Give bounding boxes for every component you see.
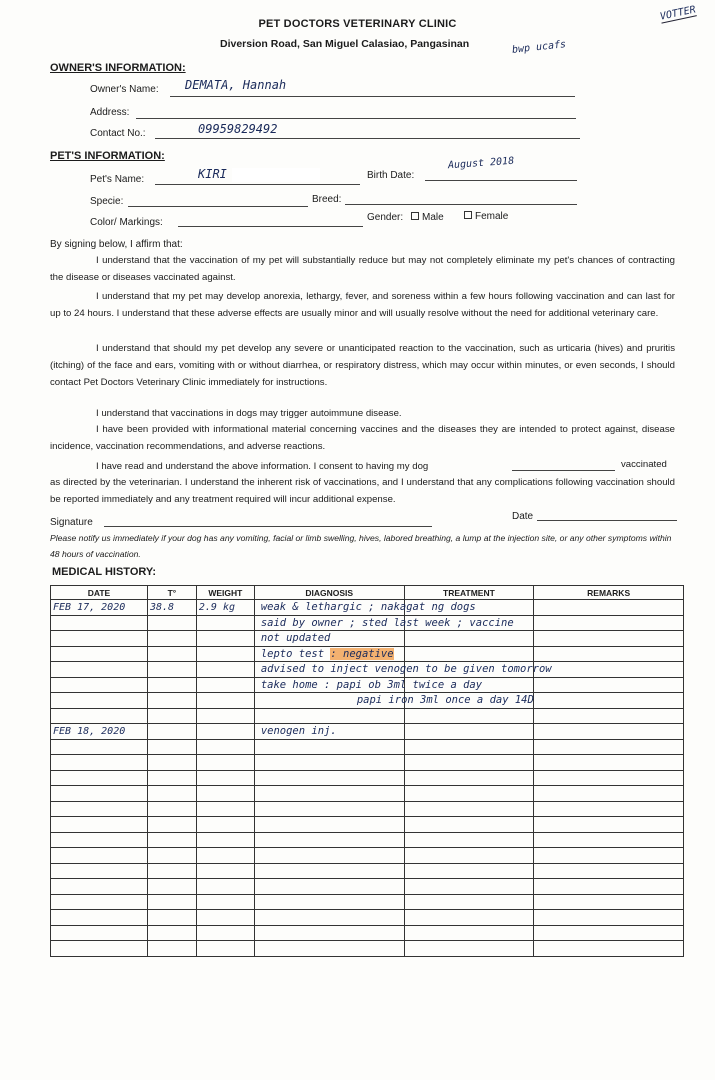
table-cell[interactable]	[254, 925, 404, 941]
table-cell[interactable]	[147, 894, 196, 910]
table-cell[interactable]	[196, 631, 254, 647]
table-row	[51, 739, 684, 755]
table-cell[interactable]	[404, 631, 534, 647]
diagnosis-holder	[257, 663, 552, 676]
consent-paragraph-3: I understand that should my pet develop any severe or unanticipated reaction to the vaccination, such as urticaria (hives) and pruritis (itching) of the face and ears, vomiting with or without diarrhea, or respiratory distress, which may occur within minutes, or even seconds, I should contact Pet Doctors Veterinary Clinic immediately for instructions.	[50, 343, 675, 388]
diagnosis-entry: said by owner ; sted last week ; vaccine	[260, 616, 514, 629]
table-cell[interactable]	[404, 925, 534, 941]
table-cell[interactable]	[196, 708, 254, 724]
table-cell[interactable]	[534, 863, 684, 879]
table-cell[interactable]	[147, 677, 196, 693]
table-cell[interactable]	[254, 677, 483, 693]
table-cell[interactable]	[51, 863, 148, 879]
table-cell[interactable]	[51, 925, 148, 941]
table-cell[interactable]	[404, 708, 534, 724]
table-cell[interactable]	[534, 724, 684, 740]
table-cell[interactable]	[147, 662, 196, 678]
table-cell[interactable]	[534, 910, 684, 926]
column-header-temp: T°	[147, 586, 196, 600]
table-cell[interactable]	[404, 724, 534, 740]
diagnosis-holder	[257, 678, 483, 691]
diagnosis-entry: advised to inject venogen to be given tomorrow	[260, 663, 552, 676]
column-header-remarks: REMARKS	[534, 586, 684, 600]
table-cell[interactable]	[196, 646, 254, 662]
table-header-row	[51, 586, 684, 600]
diagnosis-entry: weak & lethargic ; nakagat ng dogs	[260, 601, 476, 614]
table-cell[interactable]	[534, 832, 684, 848]
table-cell[interactable]	[147, 615, 196, 631]
table-cell[interactable]	[51, 941, 148, 957]
table-cell[interactable]	[254, 631, 404, 647]
table-row	[51, 817, 684, 833]
color-label: Color/ Markings:	[90, 217, 163, 228]
table-cell[interactable]	[147, 693, 196, 709]
table-cell[interactable]	[404, 910, 534, 926]
table-cell[interactable]	[147, 817, 196, 833]
table-cell[interactable]	[196, 615, 254, 631]
diagnosis-holder	[257, 601, 476, 614]
gender-male-option[interactable]	[411, 212, 444, 223]
diagnosis-holder	[257, 710, 402, 722]
table-cell[interactable]	[404, 832, 534, 848]
table-cell[interactable]	[404, 879, 534, 895]
owner-section-title: OWNER'S INFORMATION:	[50, 62, 186, 74]
clinic-name: PET DOCTORS VETERINARY CLINIC	[258, 18, 457, 30]
birth-date-line	[425, 180, 577, 181]
diagnosis-holder	[257, 725, 402, 737]
table-cell[interactable]	[51, 894, 148, 910]
table-cell[interactable]	[254, 801, 404, 817]
table-row	[51, 894, 684, 910]
table-cell[interactable]	[147, 925, 196, 941]
table-cell[interactable]	[196, 863, 254, 879]
table-cell[interactable]	[254, 894, 404, 910]
table-cell[interactable]	[51, 755, 148, 771]
table-cell[interactable]	[147, 708, 196, 724]
table-cell[interactable]	[51, 677, 148, 693]
column-header-weight: WEIGHT	[196, 586, 254, 600]
table-cell[interactable]	[147, 786, 196, 802]
table-cell[interactable]	[254, 693, 534, 709]
consent-paragraph-6b: vaccinated	[621, 459, 667, 470]
date-label: Date	[512, 511, 534, 522]
table-cell[interactable]	[254, 615, 514, 631]
checkbox-icon	[464, 211, 472, 219]
table-row	[51, 941, 684, 957]
diagnosis-entry: venogen inj.	[260, 725, 337, 738]
table-cell[interactable]	[404, 941, 534, 957]
table-cell[interactable]	[254, 786, 404, 802]
table-cell[interactable]	[534, 677, 684, 693]
table-cell[interactable]: FEB 18, 2020	[51, 724, 148, 740]
consent-paragraph-5: I have been provided with informational material concerning vaccines and the diseases they are intended to protect against, disease incidence, vaccination recommendations, and adverse reactions.	[50, 424, 675, 452]
table-cell[interactable]	[196, 941, 254, 957]
medical-history-table	[50, 585, 684, 957]
diagnosis-entry: not updated	[260, 632, 331, 645]
specie-line[interactable]	[128, 206, 308, 207]
table-cell[interactable]	[196, 817, 254, 833]
diagnosis-entry: take home : papi ob 3ml twice a day	[260, 678, 483, 691]
table-cell[interactable]	[196, 662, 254, 678]
gender-female-label: Female	[475, 211, 509, 222]
table-row	[51, 724, 684, 740]
medical-history-body	[51, 600, 684, 957]
owner-name-label: Owner's Name:	[90, 84, 159, 95]
consent-intro: By signing below, I affirm that:	[50, 239, 183, 250]
table-row	[51, 646, 684, 662]
column-header-diagnosis: DIAGNOSIS	[254, 586, 404, 600]
table-cell[interactable]	[404, 848, 534, 864]
table-cell[interactable]	[196, 677, 254, 693]
table-cell[interactable]	[196, 739, 254, 755]
table-cell[interactable]	[147, 755, 196, 771]
table-cell[interactable]	[147, 646, 196, 662]
table-cell[interactable]	[534, 755, 684, 771]
owner-name-value[interactable]: DEMATA, Hannah	[185, 78, 287, 92]
pet-name-label: Pet's Name:	[90, 174, 145, 185]
diagnosis-holder	[257, 616, 514, 629]
table-cell[interactable]	[404, 770, 534, 786]
table-cell[interactable]	[51, 739, 148, 755]
table-cell[interactable]	[534, 786, 684, 802]
table-cell[interactable]	[404, 786, 534, 802]
table-cell[interactable]	[51, 662, 148, 678]
date-line[interactable]	[537, 520, 677, 521]
notice-text: Please notify us immediately if your dog has any vomiting, facial or limb swelling, hives, labored breathing, a lump at the injection site, or any other symptoms within 48 hours of vaccination.	[50, 533, 672, 559]
table-cell[interactable]	[147, 863, 196, 879]
table-cell[interactable]	[147, 910, 196, 926]
contact-value[interactable]: 09959829492	[198, 122, 278, 136]
table-cell[interactable]	[196, 848, 254, 864]
table-cell[interactable]	[534, 894, 684, 910]
table-row	[51, 600, 684, 616]
table-row	[51, 925, 684, 941]
table-cell[interactable]	[534, 739, 684, 755]
table-cell[interactable]	[534, 770, 684, 786]
table-cell[interactable]	[534, 925, 684, 941]
corner-stamp: VOTTER	[659, 4, 697, 23]
table-cell[interactable]	[534, 817, 684, 833]
table-row	[51, 910, 684, 926]
table-row	[51, 631, 684, 647]
table-cell[interactable]	[404, 646, 534, 662]
birth-date-value[interactable]: August 2018	[447, 155, 515, 172]
table-cell[interactable]	[147, 770, 196, 786]
specie-label: Specie:	[90, 196, 124, 207]
consent-paragraph-4: I understand that vaccinations in dogs may trigger autoimmune disease.	[96, 408, 402, 419]
consent-paragraph-6c: as directed by the veterinarian. I understand the inherent risk of vaccinations, and I understand that any complications following vaccination should be reported immediately and any treatment required will incur additional expense.	[50, 477, 675, 505]
table-cell[interactable]	[534, 631, 684, 647]
diagnosis-holder	[257, 632, 402, 644]
pet-section-title: PET'S INFORMATION:	[50, 150, 165, 162]
table-row	[51, 786, 684, 802]
table-cell[interactable]	[404, 894, 534, 910]
table-cell[interactable]	[51, 631, 148, 647]
table-cell[interactable]	[534, 615, 684, 631]
table-cell[interactable]	[254, 600, 476, 616]
clinic-address: Diversion Road, San Miguel Calasiao, Pangasinan	[220, 38, 470, 50]
address-label: Address:	[90, 107, 130, 118]
table-cell[interactable]	[254, 817, 404, 833]
table-cell[interactable]	[254, 739, 404, 755]
signature-line[interactable]	[104, 526, 432, 527]
table-cell[interactable]	[196, 879, 254, 895]
table-row	[51, 662, 684, 678]
table-cell[interactable]	[196, 832, 254, 848]
table-cell[interactable]	[51, 848, 148, 864]
redaction-box	[232, 168, 320, 182]
table-cell[interactable]	[196, 910, 254, 926]
table-cell[interactable]	[254, 832, 404, 848]
table-cell[interactable]: FEB 17, 2020	[51, 600, 148, 616]
checkbox-icon	[411, 212, 419, 220]
table-cell[interactable]	[51, 615, 148, 631]
table-cell[interactable]: 2.9 kg	[196, 600, 254, 616]
consent-paragraph-2: I understand that my pet may develop anorexia, lethargy, fever, and soreness within a few hours following vaccination and can last for up to 24 hours. I understand that these adverse effects are usually minor and will usually resolve without the need for additional veterinary care.	[50, 291, 675, 319]
owner-name-line	[170, 96, 575, 97]
consent-paragraph-6a: I have read and understand the above information. I consent to having my dog	[96, 461, 429, 472]
table-row	[51, 848, 684, 864]
table-cell[interactable]	[51, 786, 148, 802]
table-cell[interactable]	[404, 739, 534, 755]
table-cell[interactable]	[254, 755, 404, 771]
table-cell[interactable]	[254, 646, 404, 662]
table-cell[interactable]	[404, 801, 534, 817]
table-cell[interactable]	[51, 817, 148, 833]
table-cell[interactable]	[196, 786, 254, 802]
diagnosis-entry: lepto test : negative	[260, 647, 394, 660]
table-cell[interactable]	[254, 910, 404, 926]
table-cell[interactable]	[254, 863, 404, 879]
table-cell[interactable]	[51, 832, 148, 848]
table-cell[interactable]	[51, 693, 148, 709]
table-row	[51, 770, 684, 786]
table-cell[interactable]	[254, 941, 404, 957]
gender-female-option[interactable]	[464, 211, 508, 222]
table-cell[interactable]	[254, 662, 552, 678]
table-cell[interactable]	[147, 879, 196, 895]
table-cell[interactable]	[534, 646, 684, 662]
table-cell[interactable]	[196, 894, 254, 910]
table-cell[interactable]	[254, 879, 404, 895]
consent-paragraph-1: I understand that the vaccination of my pet will substantially reduce but may not completely eliminate my pet's chances of contracting the disease or diseases vaccinated against.	[50, 255, 675, 283]
table-cell[interactable]	[51, 770, 148, 786]
table-cell[interactable]	[196, 801, 254, 817]
table-cell[interactable]	[196, 925, 254, 941]
signature-label: Signature	[50, 517, 93, 528]
table-cell[interactable]	[534, 708, 684, 724]
table-row	[51, 615, 684, 631]
address-line[interactable]	[136, 118, 576, 119]
table-cell[interactable]	[147, 848, 196, 864]
table-row	[51, 801, 684, 817]
pet-name-value[interactable]: KIRI	[198, 167, 227, 181]
birth-date-label: Birth Date:	[367, 170, 415, 181]
table-cell[interactable]	[51, 646, 148, 662]
table-cell[interactable]	[534, 848, 684, 864]
table-cell[interactable]	[404, 863, 534, 879]
table-cell[interactable]	[404, 817, 534, 833]
table-cell[interactable]	[147, 631, 196, 647]
header-handwritten-note: bwp ucafs	[511, 39, 567, 56]
gender-label: Gender:	[367, 212, 404, 223]
table-cell[interactable]	[254, 848, 404, 864]
table-cell[interactable]	[51, 879, 148, 895]
table-cell[interactable]	[534, 879, 684, 895]
table-cell[interactable]	[147, 832, 196, 848]
column-header-date: DATE	[51, 586, 148, 600]
table-row	[51, 755, 684, 771]
table-cell[interactable]	[254, 724, 404, 740]
dog-name-line[interactable]	[512, 470, 615, 471]
table-cell[interactable]	[254, 770, 404, 786]
table-cell[interactable]	[196, 724, 254, 740]
table-cell[interactable]	[196, 770, 254, 786]
diagnosis-holder	[257, 694, 534, 707]
table-cell[interactable]	[534, 662, 684, 678]
table-cell[interactable]	[51, 910, 148, 926]
gender-male-label: Male	[422, 212, 444, 223]
table-cell[interactable]: 38.8	[147, 600, 196, 616]
table-cell[interactable]	[534, 693, 684, 709]
column-header-treatment: TREATMENT	[404, 586, 534, 600]
table-cell[interactable]	[147, 739, 196, 755]
table-row	[51, 693, 684, 709]
table-cell[interactable]	[534, 941, 684, 957]
table-cell[interactable]	[534, 801, 684, 817]
table-cell[interactable]	[254, 708, 404, 724]
breed-line[interactable]	[345, 204, 577, 205]
medical-section-title: MEDICAL HISTORY:	[52, 566, 157, 578]
color-line[interactable]	[178, 226, 363, 227]
diagnosis-holder	[257, 648, 402, 660]
table-cell[interactable]	[196, 755, 254, 771]
contact-line	[155, 138, 580, 139]
table-row	[51, 832, 684, 848]
table-row	[51, 677, 684, 693]
table-cell[interactable]	[404, 755, 534, 771]
diagnosis-entry: papi iron 3ml once a day 14D	[356, 694, 534, 707]
table-row	[51, 708, 684, 724]
breed-label: Breed:	[312, 194, 342, 205]
table-cell[interactable]	[51, 708, 148, 724]
table-cell[interactable]	[147, 724, 196, 740]
table-row	[51, 863, 684, 879]
table-cell[interactable]	[147, 941, 196, 957]
table-row	[51, 879, 684, 895]
table-cell[interactable]	[196, 693, 254, 709]
table-cell[interactable]	[51, 801, 148, 817]
table-cell[interactable]	[147, 801, 196, 817]
pet-name-line	[155, 184, 360, 185]
table-cell[interactable]	[534, 600, 684, 616]
contact-label: Contact No.:	[90, 128, 146, 139]
